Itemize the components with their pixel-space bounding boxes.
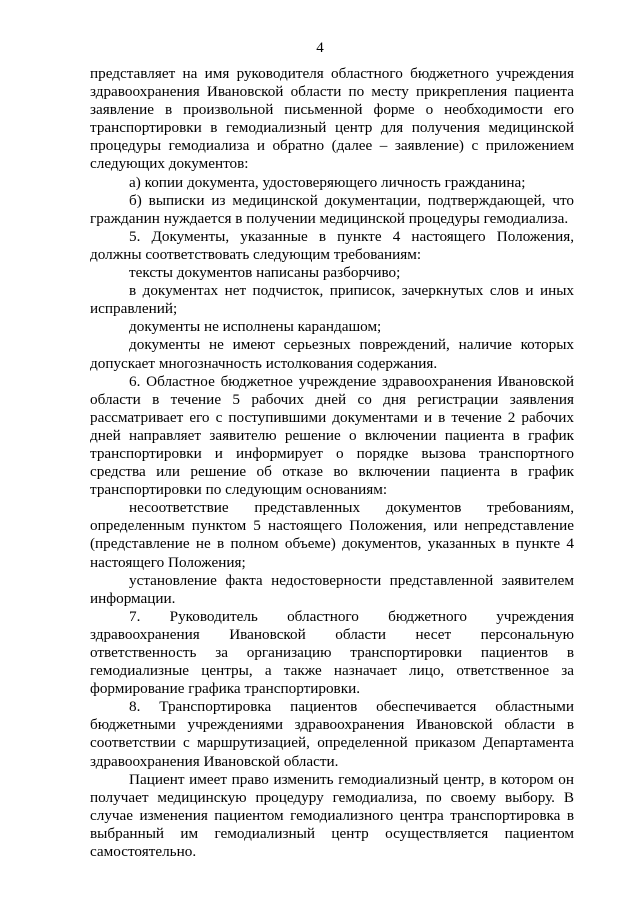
- clause-6: 6. Областное бюджетное учреждение здравоохранения Ивановской области в течение 5 рабочих дней со дня регистрации заявления рассматривает его с поступившими документами и в течение 2 рабочих дней направляет заявителю решение о включении пациента в график транспортировки и информирует о порядке вызова транспортного средства или решение об отказе во включении пациента в график транспортировки по следующим основаниям:: [90, 372, 574, 499]
- body-text: [90, 65, 574, 861]
- requirement-no-corrections: в документах нет подчисток, приписок, зачеркнутых слов и иных исправлений;: [90, 282, 574, 318]
- clause-8: 8. Транспортировка пациентов обеспечивается областными бюджетными учреждениями здравоохранения Ивановской области в соответствии с маршрутизацией, определенной приказом Департамента здравоохранения Ивановской области.: [90, 698, 574, 770]
- list-item-a: а) копии документа, удостоверяющего личность гражданина;: [129, 173, 526, 191]
- refusal-ground-1: несоответствие представленных документов требованиям, определенным пунктом 5 настоящего Положения, или непредставление (представление не в полном объеме) документов, указанных в пункте 4 настоящего Положения;: [90, 499, 574, 571]
- requirement-legible: тексты документов написаны разборчиво;: [129, 264, 401, 282]
- clause-7: 7. Руководитель областного бюджетного учреждения здравоохранения Ивановской области несет персональную ответственность за организацию транспортировки пациентов в гемодиализные центры, а также назначает лицо, ответственное за формирование графика транспортировки.: [90, 607, 574, 698]
- requirement-no-pencil: документы не исполнены карандашом;: [129, 318, 382, 336]
- refusal-ground-2: установление факта недостоверности представленной заявителем информации.: [90, 571, 574, 607]
- list-item-b: б) выписки из медицинской документации, подтверждающей, что гражданин нуждается в получении медицинской процедуры гемодиализа.: [90, 191, 574, 227]
- requirement-no-damage: документы не имеют серьезных повреждений, наличие которых допускает многозначность истолкования содержания.: [90, 336, 574, 372]
- paragraph-patient-right: Пациент имеет право изменить гемодиализный центр, в котором он получает медицинскую процедуру гемодиализа, по своему выбору. В случае изменения пациентом гемодиализного центра транспортировка в выбранный им гемодиализный центр осуществляется пациентом самостоятельно.: [90, 770, 574, 861]
- paragraph-intro: представляет на имя руководителя областного бюджетного учреждения здравоохранения Ивановской области по месту прикрепления пациента заявление в произвольной письменной форме о необходимости его транспортировки в гемодиализный центр для получения медицинской процедуры гемодиализа и обратно (далее – заявление) с приложением следующих документов:: [90, 65, 574, 173]
- page-number: 4: [316, 40, 324, 56]
- clause-5: 5. Документы, указанные в пункте 4 настоящего Положения, должны соответствовать следующим требованиям:: [90, 227, 574, 263]
